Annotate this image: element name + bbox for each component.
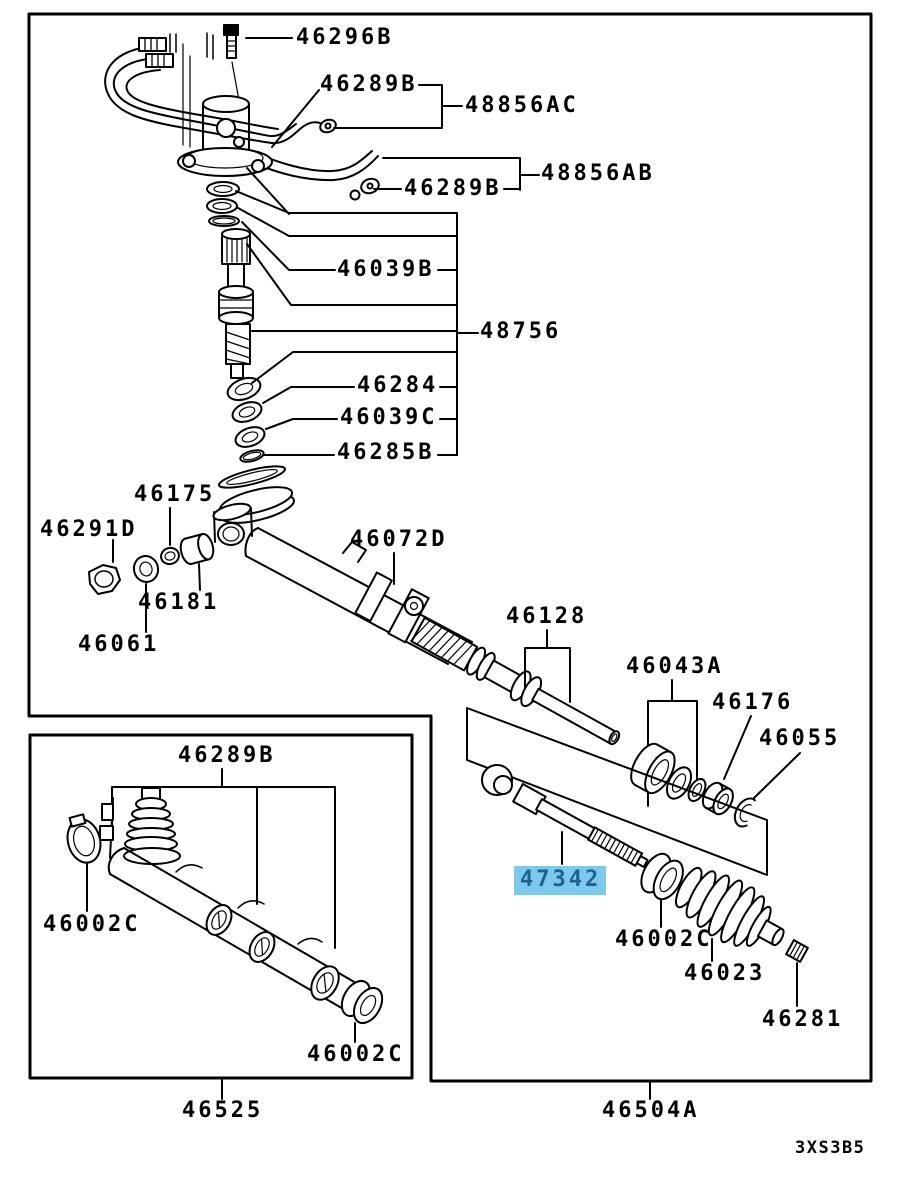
part-label-46289b-box[interactable]: 46289B [178,743,276,768]
clamp-left-drawing [62,812,105,867]
tie-rod-drawing [482,765,651,872]
part-label-46284[interactable]: 46284 [357,373,439,398]
part-label-46002c-left[interactable]: 46002C [43,912,141,937]
bolt-drawing [224,25,240,106]
sheet-code: 3XS3B5 [795,1138,866,1158]
rack-bushings-drawing [625,739,759,829]
part-label-46002c-bottom[interactable]: 46002C [307,1042,405,1067]
part-label-48856ab[interactable]: 48856AB [541,161,655,186]
part-label-46002c-inner[interactable]: 46002C [615,927,713,952]
part-label-46039c[interactable]: 46039C [340,405,438,430]
part-label-46285b[interactable]: 46285B [337,440,435,465]
part-label-46043a[interactable]: 46043A [626,654,724,679]
assembly-label-46525[interactable]: 46525 [182,1098,264,1123]
part-label-46175[interactable]: 46175 [134,482,216,507]
part-label-48856ac[interactable]: 48856AC [465,93,579,118]
leader-46055 [754,753,800,798]
leader-46289b-top [272,90,319,147]
pinion-shaft-drawing [219,229,253,378]
part-label-46128[interactable]: 46128 [506,604,588,629]
leader-46176 [724,716,751,779]
part-label-46176[interactable]: 46176 [712,690,794,715]
pinion-washers-drawing [225,374,268,464]
part-label-46039b[interactable]: 46039B [337,257,435,282]
part-label-47342[interactable]: 47342 [514,866,606,895]
part-label-46023[interactable]: 46023 [684,961,766,986]
part-label-46072d[interactable]: 46072D [350,527,448,552]
hex-nut-drawing [89,565,120,594]
part-label-46296b[interactable]: 46296B [296,25,394,50]
control-valve-drawing [178,96,272,176]
pipe-union-fittings [139,33,213,147]
seal-rings-stack [207,182,239,226]
part-label-46281[interactable]: 46281 [762,1007,844,1032]
part-label-46061[interactable]: 46061 [78,632,160,657]
banjo-fitting-ac [318,118,337,135]
end-cap-drawing [786,940,808,962]
part-label-48756[interactable]: 48756 [480,319,562,344]
part-label-46181[interactable]: 46181 [138,590,220,615]
part-label-46289b-mid[interactable]: 46289B [404,176,502,201]
valve-housing-drawing [100,788,388,1028]
part-label-46289b-top[interactable]: 46289B [320,72,418,97]
part-label-46055[interactable]: 46055 [759,726,841,751]
part-label-46291d[interactable]: 46291D [40,517,138,542]
assembly-label-46504a[interactable]: 46504A [602,1098,700,1123]
banjo-fitting-ab [351,176,381,199]
